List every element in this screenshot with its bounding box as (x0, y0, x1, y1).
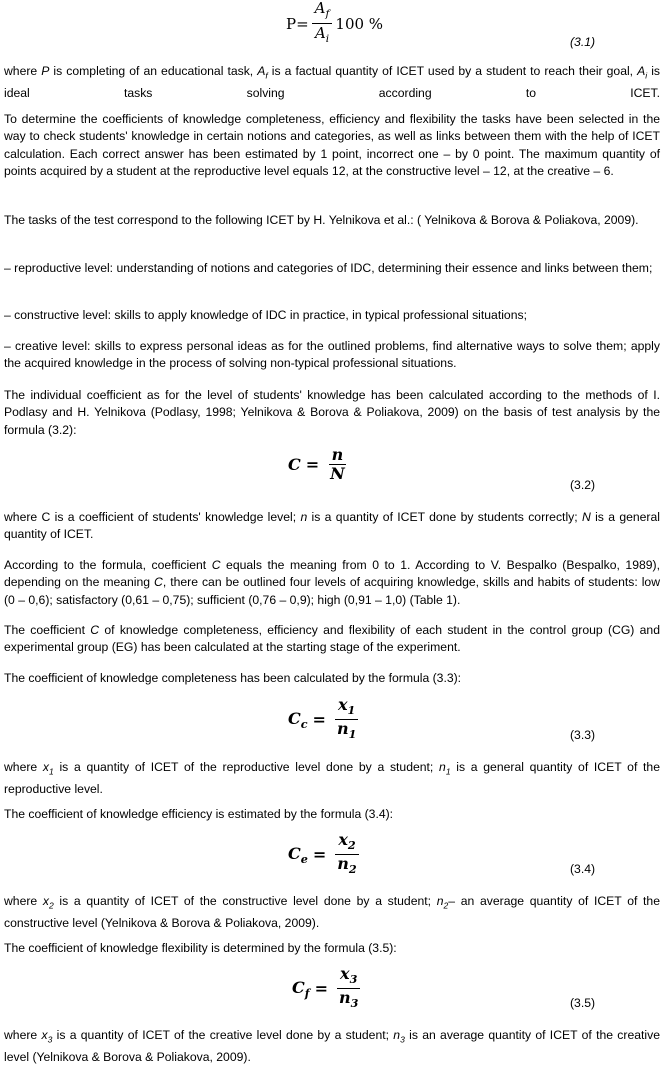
text-run: 3 (349, 972, 358, 987)
eq35-fraction (336, 966, 361, 1011)
equation-3-5 (292, 966, 364, 1011)
text-run: where (4, 894, 43, 908)
text-run: f (304, 985, 310, 1000)
text-run: n (329, 447, 347, 465)
text-run: n (337, 854, 349, 874)
text-run: is a general quantity of ICET. (4, 510, 660, 542)
text-run: where (4, 64, 42, 78)
text-run: is completing of an educational task, (49, 64, 258, 78)
paragraph-10 (4, 622, 660, 657)
text-run: 2 (48, 900, 54, 911)
paragraph-13: The coefficient of knowledge efficiency is estimated by the formula (3.4): (4, 807, 394, 821)
text-run: n (436, 894, 444, 908)
text-run: x (41, 1028, 48, 1042)
text-run: x (338, 695, 348, 714)
paragraph-2: To determine the coefficients of knowledge completeness, efficiency and flexibility the tasks have been selected in the way to check students' knowledge in certain notions and categories, as well as links between them with the help of ICET calculation. Each correct answer has been estimated by 1 point, incorrect one – by 0 point. The maximum quantity of points acquired by a student at the reproductive level equals 12, at the constructive level – 12, at the creative – 6. (4, 112, 660, 179)
text-run: f (265, 70, 268, 81)
text-run: n (338, 988, 351, 1008)
text-run: , there can be outlined four levels of acquiring knowledge, skills and habits of students: low (0 – 0,6); satisfactory (0,61 – 0,75); sufficient (0,76 – 0,9); high (0,91 – 1,0) (Table 1). (4, 575, 660, 607)
text-run: A (637, 64, 646, 78)
paragraph-3: The tasks of the test correspond to the following ICET by H. Yelnikova et al.: ( Yelnikova & Borova & Poliakova, 2009). (4, 213, 639, 227)
text-run: is a factual quantity of ICET used by a student to reach their goal, (267, 64, 638, 78)
text-run: where (4, 1028, 42, 1042)
text-run: N (330, 464, 345, 483)
paragraph-15: The coefficient of knowledge flexibility is determined by the formula (3.5): (4, 941, 397, 955)
text-run: P (41, 64, 50, 78)
text-run: is an average quantity of ICET of the creative level (Yelnikova & Borova & Poliakova, 2009). (4, 1028, 660, 1064)
text-run: is a quantity of ICET of the constructive level done by a student; (53, 894, 437, 908)
text-run: 3 (47, 1034, 53, 1045)
text-run: equals the meaning from 0 to 1. According to V. Bespalko (Bespalko, 1989), depending on the meaning (4, 558, 660, 590)
text-run: is a quantity of ICET of the creative level done by a student; (52, 1028, 394, 1042)
text-run: C (288, 843, 301, 863)
eq31-tail: 100 % (335, 14, 384, 33)
paragraph-8 (4, 509, 660, 544)
text-run: 1 (445, 766, 451, 777)
text-run: n (393, 1028, 401, 1042)
text-run: 2 (347, 838, 356, 853)
paragraph-12 (4, 759, 660, 798)
eq34-fraction (334, 832, 359, 877)
equation-3-2 (288, 447, 351, 482)
text-run: f (325, 8, 330, 20)
equation-number-3-5: (3.5) (570, 996, 596, 1010)
text-run: is ideal tasks solving according to ICET. (4, 64, 660, 100)
text-run: 1 (348, 727, 357, 742)
eq31-lhs: P= (286, 14, 309, 33)
equation-number-3-4: (3.4) (570, 862, 596, 876)
eq35-lhs (292, 978, 310, 1000)
eq32-lhs: C (288, 455, 301, 474)
text-run: The coefficient (4, 623, 91, 637)
text-run: 3 (400, 1034, 405, 1045)
paragraph-6: – creative level: skills to express personal ideas as for the outlined problems, find alternative ways to solve them; apply the acquired knowledge in the process of solving non-typical professional situations. (4, 339, 660, 371)
text-run: x (340, 964, 350, 983)
text-run: n (300, 510, 308, 524)
text-run: = (312, 710, 326, 730)
text-run: is a quantity of ICET done by students correctly; (307, 510, 582, 524)
paragraph-7: The individual coefficient as for the level of students' knowledge has been calculated according to the methods of I. Podlasy and H. Yelnikova (Podlasy, 1998; Yelnikova & Borova & Poliakova, 2009) on the basis of test analysis by the formula (3.2): (4, 388, 660, 437)
text-run: C (90, 623, 100, 637)
text-run: C (288, 708, 301, 728)
paragraph-5: – constructive level: skills to apply knowledge of IDC in practice, in typical professional situations; (4, 308, 527, 322)
equation-number-3-1: (3.1) (570, 35, 596, 49)
text-run: 1 (347, 703, 356, 718)
text-run: C (211, 558, 221, 572)
text-run: = (314, 979, 328, 999)
paragraph-9 (4, 557, 660, 609)
eq32-fraction (327, 447, 348, 482)
text-run: i (325, 33, 330, 45)
text-run: According to the formula, coefficient (4, 558, 212, 572)
eq33-fraction (334, 697, 359, 742)
text-run: n (439, 760, 446, 774)
equation-3-3 (288, 697, 362, 742)
paragraph-16 (4, 1027, 660, 1066)
text-run: = (312, 845, 327, 865)
eq31-fraction (312, 0, 333, 47)
text-run: N (581, 510, 591, 524)
equation-3-4 (288, 832, 363, 877)
text-run: of knowledge completeness, efficiency and flexibility of each student in the control group (CG) and experimental group (EG) has been calculated at the starting stage of the experiment. (4, 623, 660, 655)
equation-number-3-3: (3.3) (570, 728, 596, 742)
paragraph-14 (4, 893, 660, 932)
text-run: C (154, 575, 163, 590)
text-run: 1 (49, 766, 54, 777)
eq34-lhs (288, 844, 308, 866)
text-run: A (257, 64, 266, 78)
text-run: is a general quantity of ICET of the reproductive level. (4, 760, 660, 796)
equation-3-1 (286, 0, 383, 47)
text-run: i (645, 70, 648, 81)
text-run: – an average quantity of ICET of the constructive level (Yelnikova & Borova & Poliakova, 2009). (4, 894, 660, 930)
text-run: is a quantity of ICET of the reproductive level done by a student; (53, 760, 440, 774)
text-run: e (300, 851, 308, 866)
text-run: 2 (348, 862, 357, 877)
text-run: c (300, 716, 308, 731)
text-run: x (338, 830, 348, 849)
text-run: 3 (350, 996, 359, 1011)
text-run: = (305, 455, 320, 474)
paragraph-4: – reproductive level: understanding of notions and categories of IDC, determining their essence and links between them; (4, 261, 653, 275)
text-run: C (292, 977, 305, 997)
text-run: x (42, 894, 49, 908)
eq33-lhs (288, 709, 308, 731)
text-run: where C is a coefficient of students' knowledge level; (4, 510, 301, 524)
text-run: A (314, 24, 326, 42)
text-run: A (314, 0, 326, 17)
text-run: n (336, 719, 349, 739)
paragraph-11: The coefficient of knowledge completeness has been calculated by the formula (3.3): (4, 671, 462, 685)
text-run: 2 (443, 900, 449, 911)
equation-number-3-2: (3.2) (570, 478, 596, 492)
text-run: where (4, 760, 43, 774)
text-run: x (42, 760, 49, 774)
